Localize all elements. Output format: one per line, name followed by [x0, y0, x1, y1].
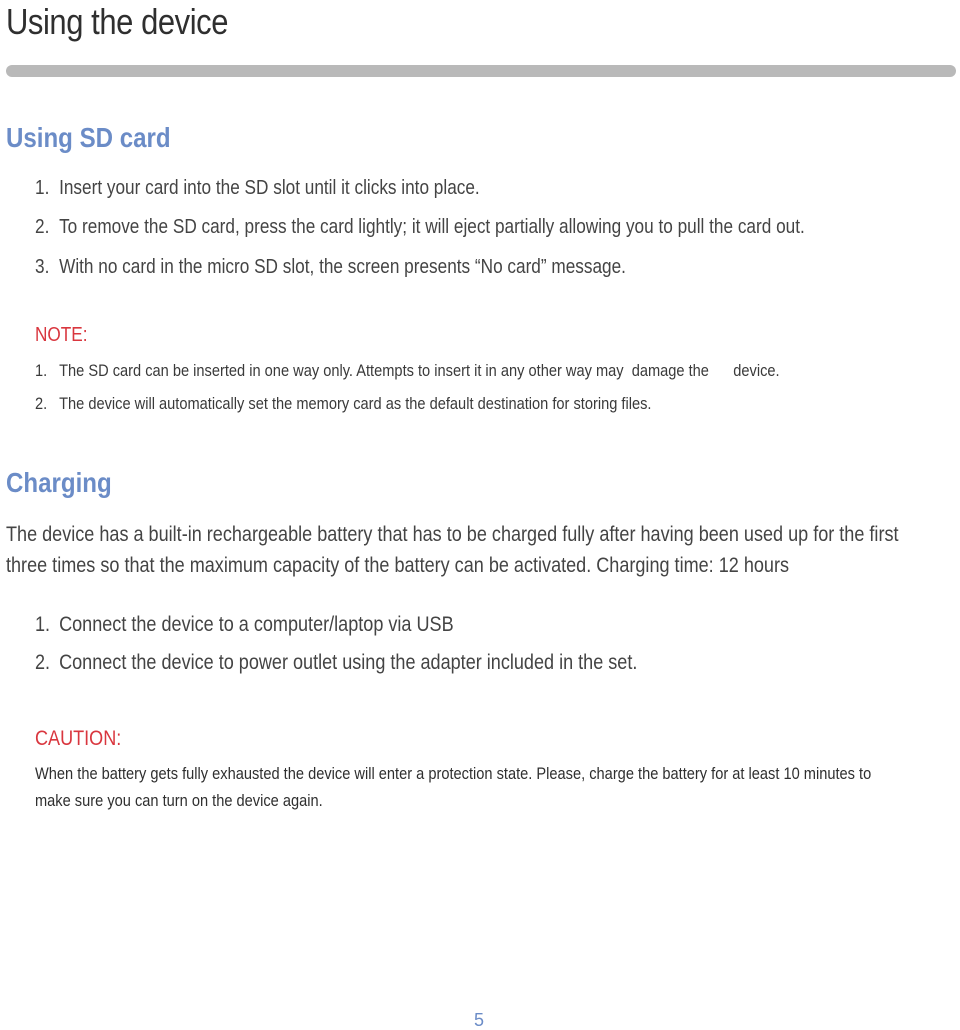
title-divider	[6, 65, 956, 77]
charging-step-2	[35, 650, 735, 676]
sd-step-2-text: To remove the SD card, press the card lightly; it will eject partially allowing you to pull the card out.	[59, 216, 805, 238]
note-item-2-number: 2.	[35, 394, 48, 413]
sd-step-1-number: 1.	[35, 177, 50, 199]
charging-paragraph-line-2	[6, 552, 916, 580]
sd-step-1	[35, 175, 552, 201]
note-item-2	[35, 393, 752, 415]
caution-label-text: CAUTION:	[35, 727, 122, 750]
charging-heading: Charging	[6, 467, 112, 498]
caution-line-1-text: When the battery gets fully exhausted the device will enter a protection state. Please, charge the battery for at least 10 minutes to	[35, 764, 872, 783]
charging-step-1	[35, 612, 522, 638]
page-title: Using the device	[6, 1, 229, 42]
caution-line-2-text: make sure you can turn on the device again.	[35, 791, 323, 810]
charging-step-2-number: 2.	[35, 651, 51, 674]
note-label	[35, 322, 96, 348]
note-item-1-text: The SD card can be inserted in one way only. Attempts to insert it in any other way may damage the device.	[59, 361, 780, 380]
sd-step-3	[35, 254, 722, 280]
charging-step-1-number: 1.	[35, 613, 51, 636]
note-item-1-number: 1.	[35, 361, 48, 380]
charging-paragraph-line-1-text: The device has a built-in rechargeable battery that has to be charged fully after having been used up for the first	[6, 523, 899, 546]
charging-step-1-text: Connect the device to a computer/laptop via USB	[59, 613, 454, 636]
sd-step-2-number: 2.	[35, 216, 50, 238]
sd-step-3-text: With no card in the micro SD slot, the screen presents “No card” message.	[59, 256, 626, 278]
caution-label	[35, 726, 135, 752]
sd-step-2	[35, 214, 930, 240]
caution-line-2	[35, 790, 370, 812]
charging-step-2-text: Connect the device to power outlet using the adapter included in the set.	[59, 651, 638, 674]
charging-paragraph-line-2-text: three times so that the maximum capacity of the battery can be activated. Charging time: 12 hours	[6, 554, 790, 577]
note-item-2-text: The device will automatically set the memory card as the default destination for storing files.	[59, 394, 652, 413]
sd-card-heading: Using SD card	[6, 122, 171, 153]
caution-line-1	[35, 763, 960, 785]
sd-step-1-text: Insert your card into the SD slot until it clicks into place.	[59, 177, 480, 199]
note-label-text: NOTE:	[35, 324, 88, 346]
page-number: 5	[474, 1010, 485, 1030]
charging-paragraph-line-1	[6, 521, 960, 549]
note-item-1	[35, 360, 901, 382]
sd-step-3-number: 3.	[35, 256, 50, 278]
